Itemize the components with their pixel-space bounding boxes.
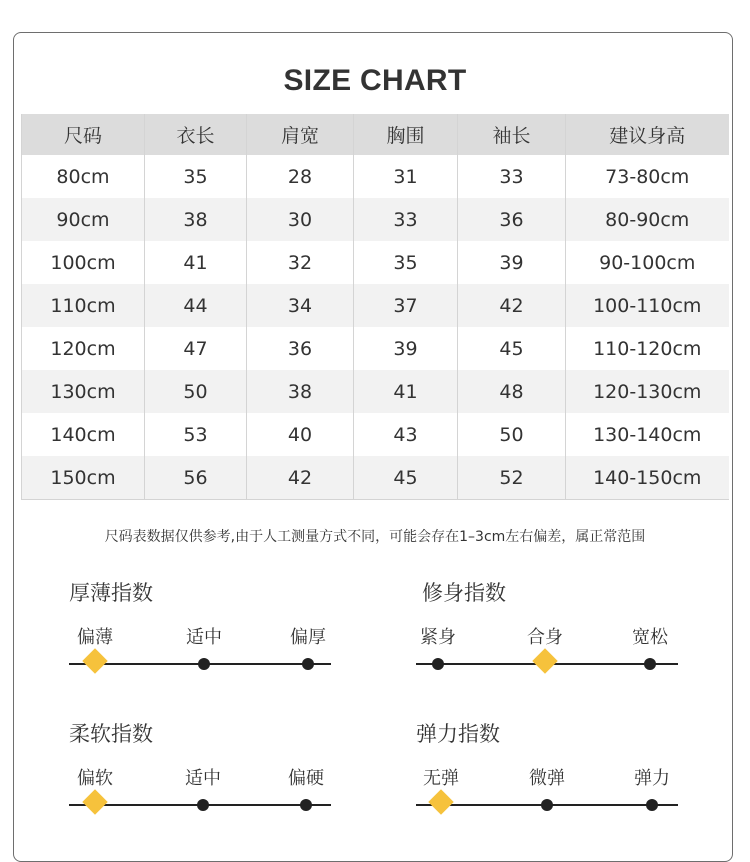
fit-option-tight: 紧身	[420, 627, 456, 648]
header-length: 衣长	[145, 114, 247, 155]
softness-index-scale	[69, 718, 331, 818]
elasticity-option-stretch: 弹力	[634, 768, 670, 789]
softness-index-title: 柔软指数	[69, 722, 153, 746]
table-cell: 90cm	[22, 198, 145, 241]
table-row	[22, 327, 729, 370]
table-cell: 53	[145, 413, 247, 456]
table-cell: 80-90cm	[566, 198, 729, 241]
table-cell: 90-100cm	[599, 251, 696, 274]
page-title: SIZE CHART	[283, 64, 467, 97]
softness-marker-soft	[82, 789, 107, 814]
table-cell: 110-120cm	[593, 337, 702, 360]
elasticity-marker-stretch	[646, 799, 658, 811]
table-cell: 47	[145, 327, 247, 370]
header-height: 建议身高	[566, 114, 729, 155]
softness-marker-hard	[300, 799, 312, 811]
disclaimer-note: 尺码表数据仅供参考,由于人工测量方式不同，可能会存在1–3cm左右偏差，属正常范围	[104, 529, 646, 545]
table-cell: 40	[247, 413, 354, 456]
fit-marker-regular	[532, 648, 557, 673]
table-cell: 100-110cm	[566, 284, 729, 327]
fit-marker-loose	[644, 658, 656, 670]
table-cell: 110cm	[22, 284, 145, 327]
table-row	[22, 155, 729, 198]
table-cell: 30	[247, 198, 354, 241]
table-cell: 41	[145, 241, 247, 284]
table-cell: 52	[458, 456, 566, 500]
softness-option-medium: 适中	[185, 768, 221, 789]
header-size: 尺码	[22, 114, 145, 155]
table-cell: 120-130cm	[566, 370, 729, 413]
table-row	[22, 413, 729, 456]
table-cell: 35	[145, 155, 247, 198]
thickness-index-scale	[69, 577, 331, 677]
table-cell: 33	[458, 155, 566, 198]
table-cell: 32	[247, 241, 354, 284]
table-cell: 100cm	[22, 241, 145, 284]
table-cell: 36	[247, 327, 354, 370]
thickness-marker-thick	[302, 658, 314, 670]
table-cell: 44	[145, 284, 247, 327]
table-cell: 120cm	[22, 327, 145, 370]
table-cell: 41	[354, 370, 458, 413]
table-cell: 56	[145, 456, 247, 500]
table-header-row	[22, 114, 729, 155]
table-cell: 130-140cm	[593, 423, 702, 446]
table-cell: 28	[247, 155, 354, 198]
fit-index-scale	[416, 577, 678, 677]
table-cell: 38	[145, 198, 247, 241]
table-cell: 45	[458, 327, 566, 370]
table-cell: 31	[354, 155, 458, 198]
table-cell: 42	[458, 284, 566, 327]
table-cell: 34	[247, 284, 354, 327]
elasticity-index-scale	[416, 718, 678, 818]
thickness-marker-thin	[82, 648, 107, 673]
table-cell: 140cm	[22, 413, 145, 456]
header-chest: 胸围	[354, 114, 458, 155]
table-cell: 39	[354, 327, 458, 370]
softness-option-hard: 偏硬	[288, 768, 324, 789]
table-cell: 43	[354, 413, 458, 456]
elasticity-marker-none	[428, 789, 453, 814]
fit-option-loose: 宽松	[632, 627, 668, 648]
table-cell: 50	[145, 370, 247, 413]
softness-marker-medium	[197, 799, 209, 811]
table-cell: 150cm	[22, 456, 145, 500]
table-cell: 33	[354, 198, 458, 241]
table-cell: 48	[458, 370, 566, 413]
softness-option-soft: 偏软	[77, 768, 113, 789]
table-row	[22, 241, 729, 284]
table-cell: 73-80cm	[605, 165, 690, 188]
table-cell: 37	[354, 284, 458, 327]
elasticity-option-none: 无弹	[423, 768, 459, 789]
thickness-option-thin: 偏薄	[77, 627, 113, 648]
fit-option-regular: 合身	[527, 627, 563, 648]
size-chart-table	[21, 114, 729, 500]
table-cell: 45	[354, 456, 458, 500]
table-cell: 130cm	[22, 370, 145, 413]
thickness-index-title: 厚薄指数	[69, 581, 153, 605]
table-cell: 42	[247, 456, 354, 500]
table-cell: 38	[247, 370, 354, 413]
elasticity-option-slight: 微弹	[529, 768, 565, 789]
elasticity-marker-slight	[541, 799, 553, 811]
thickness-marker-medium	[198, 658, 210, 670]
table-cell: 50	[458, 413, 566, 456]
fit-marker-tight	[432, 658, 444, 670]
table-cell: 39	[458, 241, 566, 284]
thickness-option-medium: 适中	[186, 627, 222, 648]
table-cell: 140-150cm	[566, 456, 729, 500]
table-row	[22, 198, 729, 241]
table-row	[22, 456, 729, 500]
thickness-option-thick: 偏厚	[290, 627, 326, 648]
fit-index-title: 修身指数	[422, 581, 506, 605]
table-row	[22, 284, 729, 327]
table-cell: 80cm	[22, 155, 145, 198]
header-sleeve: 袖长	[458, 114, 566, 155]
elasticity-index-title: 弹力指数	[416, 722, 500, 746]
table-cell: 36	[458, 198, 566, 241]
table-row	[22, 370, 729, 413]
header-shoulder: 肩宽	[247, 114, 354, 155]
table-cell: 35	[354, 241, 458, 284]
